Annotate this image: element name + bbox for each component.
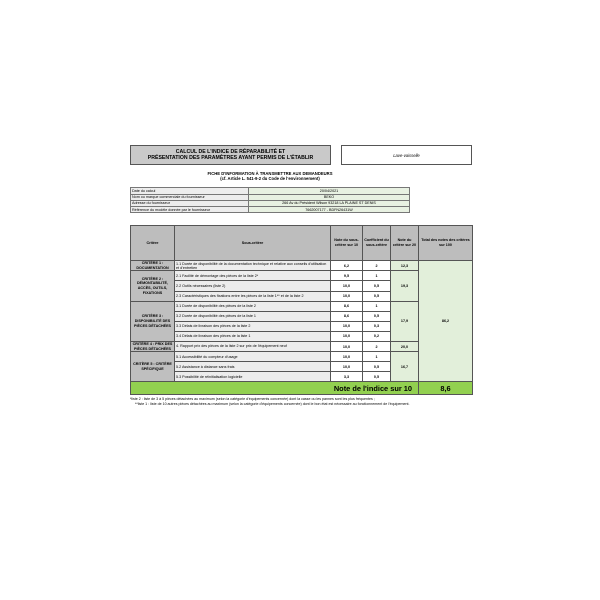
sub-criterion-coefficient: 0,2: [363, 331, 391, 341]
sheet-title: [130, 145, 331, 165]
sub-criterion-note: 3,3: [331, 372, 363, 382]
total-score: 86,2: [419, 261, 473, 382]
title-line-1: CALCUL DE L'INDICE DE RÉPARABILITÉ ET: [175, 149, 286, 155]
sub-criterion-label: 3.4 Délais de livraison des pièces de la liste 1: [175, 331, 331, 341]
sheet-header: [130, 145, 472, 165]
sub-criterion-coefficient: 0,5: [363, 372, 391, 382]
sub-criterion-note: 9,5: [331, 271, 363, 281]
sub-criterion-label: 2.3 Caractéristiques des fixations entre les pièces de la liste 1** et de la liste 2: [175, 291, 331, 301]
subtitle: [170, 171, 370, 181]
col-header-note-sous: Note du sous-critère sur 10: [331, 226, 363, 261]
score-table: [130, 225, 473, 395]
sub-criterion-note: 10,0: [331, 352, 363, 362]
criterion-score: 12,3: [391, 261, 419, 271]
sub-criterion-label: 4. Rapport prix des pièces de la liste 2 sur prix de l'équipement neuf: [175, 342, 331, 352]
sub-criterion-coefficient: 1: [363, 352, 391, 362]
sub-criterion-label: 5.3 Possibilité de réinitialisation logicielle: [175, 372, 331, 382]
criterion-name: CRITÈRE 3 : DISPONIBILITÉ DES PIÈCES DÉTACHÉES: [131, 301, 175, 341]
criterion-score: 17,9: [391, 301, 419, 341]
sub-criterion-note: 10,0: [331, 342, 363, 352]
info-value: 7662007177 - BDFN26431W: [249, 206, 410, 212]
sub-criterion-label: 2.2 Outils nécessaires (liste 2): [175, 281, 331, 291]
info-label: Date du calcul: [131, 188, 249, 194]
info-row: [131, 206, 410, 212]
subtitle-line-2: (cf. Article L. 541-9-2 du Code de l'environnement): [220, 176, 320, 182]
sub-criterion-label: 3.1 Durée de disponibilité des pièces de la liste 2: [175, 301, 331, 311]
criterion-name: CRITÈRE 2 : DÉMONTABILITÉ, ACCÈS, OUTILS, FIXATIONS: [131, 271, 175, 301]
sub-criterion-label: 5.1 Accessibilité du compteur d'usage: [175, 352, 331, 362]
product-type: Lave-vaisselle: [341, 145, 472, 165]
col-header-note-critere: Note du critère sur 20: [391, 226, 419, 261]
info-value: BEKO: [249, 194, 410, 200]
sub-criterion-coefficient: 0,5: [363, 311, 391, 321]
sub-criterion-coefficient: 1: [363, 301, 391, 311]
info-table: [130, 187, 410, 213]
final-score-label: Note de l'indice sur 10: [131, 382, 419, 395]
sub-criterion-coefficient: 0,5: [363, 362, 391, 372]
sub-criterion-note: 10,0: [331, 281, 363, 291]
criterion-score: 19,3: [391, 271, 419, 301]
sub-criterion-coefficient: 0,3: [363, 321, 391, 331]
col-header-total: Total des notes des critères sur 100: [419, 226, 473, 261]
sub-criterion-coefficient: 0,5: [363, 291, 391, 301]
final-score-row: [131, 382, 473, 395]
criterion-score: 20,0: [391, 342, 419, 352]
criterion-name: CRITÈRE 4 : PRIX DES PIÈCES DÉTACHÉES: [131, 342, 175, 352]
info-value: 266 Av du Président Wilson 93218 LA PLAINE ST DENIS: [249, 200, 410, 206]
sub-criterion-note: 10,0: [331, 291, 363, 301]
sub-criterion-note: 10,0: [331, 331, 363, 341]
criterion-score: 16,7: [391, 352, 419, 382]
sub-criterion-coefficient: 2: [363, 342, 391, 352]
criterion-name: CRITÈRE 5 : CRITÈRE SPÉCIFIQUE: [131, 352, 175, 382]
footnote-2: **liste 1 : liste de 10 autres pièces détachées au maximum (selon la catégorie d'équipements concernée) dont le bon état est nécessaire au fonctionnement de l'équipement.: [135, 401, 410, 406]
info-value: 20/04/2021: [249, 188, 410, 194]
sub-criterion-coefficient: 1: [363, 271, 391, 281]
sub-criterion-label: 5.2 Assistance à distance sans frais: [175, 362, 331, 372]
footnote-1: *liste 2 : liste de 3 à 5 pièces détachées au maximum (selon la catégorie d'équipements concernée) dont la casse ou les pannes sont les plus fréquentes ;: [130, 397, 375, 402]
sub-criterion-note: 10,0: [331, 362, 363, 372]
sub-criterion-coefficient: 0,5: [363, 281, 391, 291]
table-row: [131, 261, 473, 271]
info-label: Adresse du fournisseur: [131, 200, 249, 206]
sub-criterion-note: 8,6: [331, 311, 363, 321]
sub-criterion-note: 8,6: [331, 301, 363, 311]
subtitle-line-1: FICHE D'INFORMATION À TRANSMETTRE AUX DEMANDEURS: [207, 171, 333, 176]
title-line-2: PRÉSENTATION DES PARAMÈTRES AYANT PERMIS DE L'ÉTABLIR: [147, 155, 314, 161]
sub-criterion-label: 3.2 Durée de disponibilité des pièces de la liste 1: [175, 311, 331, 321]
col-header-sous-critere: Sous-critère: [175, 226, 331, 261]
repairability-sheet: [130, 145, 472, 406]
sub-criterion-note: 6,2: [331, 261, 363, 271]
criterion-name: CRITÈRE 1 : DOCUMENTATION: [131, 261, 175, 271]
sub-criterion-label: 1.1 Durée de disponibilité de la documentation technique et relative aux conseils d'utilisation et d'entretien: [175, 261, 331, 271]
final-score-value: 8,6: [419, 382, 473, 395]
sub-criterion-label: 2.1 Facilité de démontage des pièces de la liste 2*: [175, 271, 331, 281]
sub-criterion-label: 3.3 Délais de livraison des pièces de la liste 2: [175, 321, 331, 331]
sub-criterion-note: 10,0: [331, 321, 363, 331]
col-header-critere: Critère: [131, 226, 175, 261]
sub-criterion-coefficient: 2: [363, 261, 391, 271]
col-header-coefficient: Coefficient du sous-critère: [363, 226, 391, 261]
info-label: Référence du modèle donnée par le fournisseur: [131, 206, 249, 212]
footnotes: [130, 397, 472, 406]
info-label: Nom ou marque commerciale du fournisseur: [131, 194, 249, 200]
